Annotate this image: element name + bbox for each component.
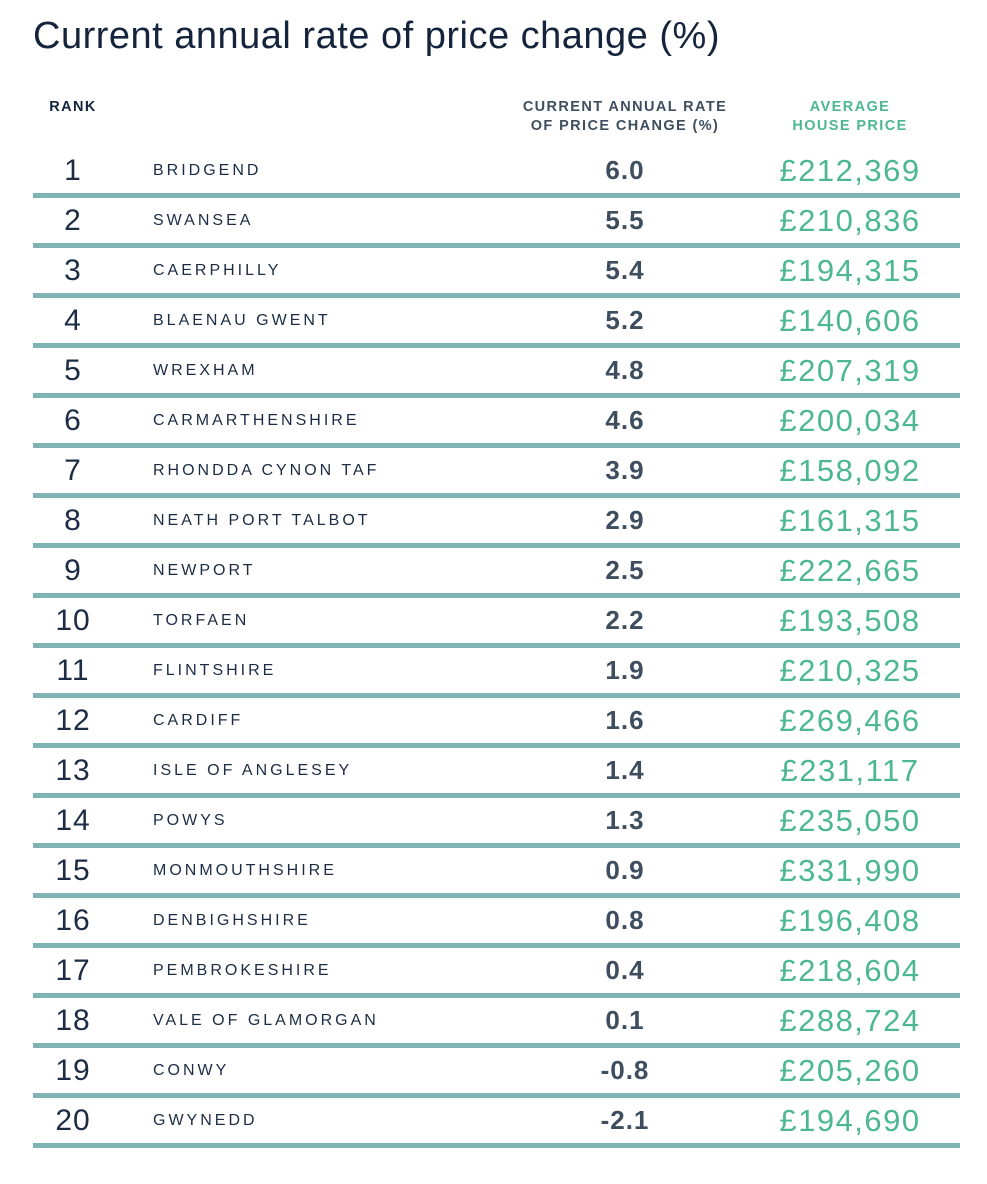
rate-value: 1.9 — [605, 655, 645, 685]
rate-value: 2.5 — [605, 555, 645, 585]
rate-value: 3.9 — [605, 455, 645, 485]
rate-value: 0.1 — [605, 1005, 645, 1035]
table-body — [33, 148, 960, 1148]
rank-value: 14 — [55, 803, 91, 837]
table-row — [33, 548, 960, 598]
table-row — [33, 1048, 960, 1098]
price-value: £161,315 — [779, 502, 921, 538]
price-value: £218,604 — [779, 952, 921, 988]
rank-value: 1 — [64, 153, 82, 187]
rate-value: 0.8 — [605, 905, 645, 935]
table-row — [33, 498, 960, 548]
rank-value: 16 — [55, 903, 91, 937]
rate-value: 5.2 — [605, 305, 645, 335]
rank-value: 6 — [64, 403, 82, 437]
price-value: £196,408 — [779, 902, 921, 938]
area-name: CARMARTHENSHIRE — [153, 411, 360, 429]
price-value: £193,508 — [779, 602, 921, 638]
rate-value: 5.5 — [605, 205, 645, 235]
table-header-row — [33, 98, 960, 136]
area-name: CONWY — [153, 1061, 230, 1079]
price-value: £210,836 — [779, 202, 921, 238]
area-name: CAERPHILLY — [153, 261, 282, 279]
price-value: £140,606 — [779, 302, 921, 338]
table-row — [33, 448, 960, 498]
rank-value: 2 — [64, 203, 82, 237]
rank-value: 7 — [64, 453, 82, 487]
area-name: GWYNEDD — [153, 1111, 258, 1129]
column-header-rate-line1: CURRENT ANNUAL RATE — [522, 99, 728, 115]
area-name: NEATH PORT TALBOT — [153, 511, 371, 529]
area-name: CARDIFF — [153, 711, 244, 729]
rate-value: 2.9 — [605, 505, 645, 535]
price-value: £212,369 — [779, 152, 921, 188]
table-row — [33, 148, 960, 198]
area-name: SWANSEA — [153, 211, 254, 229]
price-value: £231,117 — [780, 752, 920, 788]
area-name: TORFAEN — [153, 611, 250, 629]
table-row — [33, 1098, 960, 1148]
rate-value: 0.9 — [605, 855, 645, 885]
rate-value: 4.6 — [605, 405, 645, 435]
table-row — [33, 648, 960, 698]
price-value: £158,092 — [779, 452, 921, 488]
area-name: NEWPORT — [153, 561, 256, 579]
rank-value: 8 — [64, 503, 82, 537]
rank-value: 4 — [64, 303, 82, 337]
price-value: £200,034 — [779, 402, 921, 438]
area-name: ISLE OF ANGLESEY — [153, 761, 353, 779]
area-name: WREXHAM — [153, 361, 258, 379]
rank-value: 11 — [56, 653, 90, 687]
rate-value: 2.2 — [605, 605, 645, 635]
column-header-price-line2: HOUSE PRICE — [792, 118, 908, 134]
table-row — [33, 598, 960, 648]
rate-value: -2.1 — [600, 1105, 650, 1135]
price-value: £235,050 — [779, 802, 921, 838]
column-header-rate-line2: OF PRICE CHANGE (%) — [530, 118, 720, 134]
column-header-price — [740, 98, 960, 136]
page-title: Current annual rate of price change (%) — [33, 15, 720, 57]
price-change-table — [33, 98, 960, 1148]
price-value: £207,319 — [779, 352, 921, 388]
table-row — [33, 998, 960, 1048]
table-row — [33, 698, 960, 748]
rate-value: 4.8 — [605, 355, 645, 385]
area-name: FLINTSHIRE — [153, 661, 277, 679]
rate-value: 5.4 — [605, 255, 645, 285]
price-value: £288,724 — [779, 1002, 921, 1038]
price-value: £194,690 — [779, 1102, 921, 1138]
price-value: £194,315 — [779, 252, 921, 288]
rate-value: 1.3 — [605, 805, 645, 835]
column-header-rate — [510, 98, 740, 136]
price-value: £205,260 — [779, 1052, 921, 1088]
area-name: MONMOUTHSHIRE — [153, 861, 337, 879]
table-row — [33, 798, 960, 848]
area-name: VALE OF GLAMORGAN — [153, 1011, 379, 1029]
table-row — [33, 298, 960, 348]
rate-value: 0.4 — [605, 955, 645, 985]
area-name: POWYS — [153, 811, 228, 829]
area-name: PEMBROKESHIRE — [153, 961, 332, 979]
table-row — [33, 848, 960, 898]
rank-value: 3 — [64, 253, 82, 287]
price-value: £269,466 — [779, 702, 921, 738]
rate-value: -0.8 — [600, 1055, 650, 1085]
rank-value: 18 — [55, 1003, 91, 1037]
rank-value: 17 — [55, 953, 91, 987]
table-row — [33, 748, 960, 798]
table-row — [33, 398, 960, 448]
area-name: RHONDDA CYNON TAF — [153, 461, 380, 479]
column-header-rank: RANK — [49, 99, 97, 115]
rank-value: 19 — [55, 1053, 91, 1087]
rank-value: 13 — [55, 753, 91, 787]
rank-value: 20 — [55, 1103, 91, 1137]
rate-value: 6.0 — [605, 155, 645, 185]
table-row — [33, 248, 960, 298]
rate-value: 1.6 — [605, 705, 645, 735]
area-name: DENBIGHSHIRE — [153, 911, 311, 929]
rank-value: 10 — [55, 603, 91, 637]
area-name: BLAENAU GWENT — [153, 311, 331, 329]
table-row — [33, 898, 960, 948]
table-row — [33, 348, 960, 398]
column-header-price-line1: AVERAGE — [809, 99, 891, 115]
area-name: BRIDGEND — [153, 161, 262, 179]
rate-value: 1.4 — [605, 755, 645, 785]
rank-value: 5 — [64, 353, 82, 387]
price-value: £210,325 — [779, 652, 921, 688]
table-row — [33, 948, 960, 998]
table-row — [33, 198, 960, 248]
rank-value: 15 — [55, 853, 91, 887]
price-value: £331,990 — [779, 852, 921, 888]
price-value: £222,665 — [779, 552, 921, 588]
rank-value: 12 — [55, 703, 91, 737]
rank-value: 9 — [64, 553, 82, 587]
